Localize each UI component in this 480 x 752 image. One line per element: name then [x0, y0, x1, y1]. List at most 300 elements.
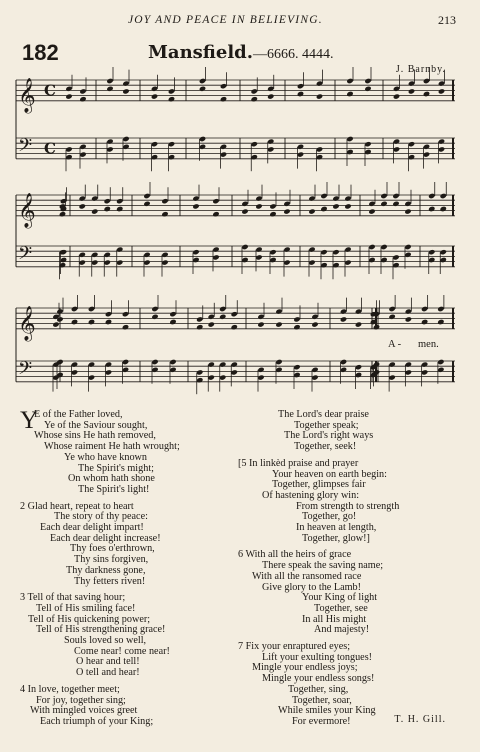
poem-line: 4 In love, together meet; — [20, 683, 120, 695]
note-head — [169, 319, 176, 325]
page-number: 213 — [438, 13, 456, 27]
note-head — [212, 198, 219, 204]
right_column-stanza — [238, 459, 468, 545]
note-head — [106, 138, 113, 144]
note-head — [231, 324, 238, 330]
note-head — [65, 86, 72, 92]
note-head — [438, 88, 445, 94]
note-head — [91, 259, 98, 265]
amen-syllable-a: A - — [388, 339, 402, 350]
poem-line: The Lord's dear praise — [278, 409, 369, 420]
poem-line: There speak the saving name; — [262, 560, 384, 572]
poem-line: [5 In linkèd praise and prayer — [238, 457, 359, 469]
poem-line: Thy foes o'erthrown, — [70, 543, 155, 555]
note-head — [404, 208, 411, 214]
note-head — [122, 359, 129, 365]
note-head — [105, 361, 112, 367]
note-head — [212, 254, 219, 260]
note-head — [428, 249, 435, 255]
poem-line: O tell and hear! — [76, 667, 140, 679]
note-head — [283, 208, 290, 214]
note-head — [275, 308, 282, 314]
note-head — [219, 361, 226, 367]
note-head — [231, 311, 238, 317]
note-head — [257, 374, 264, 380]
note-head — [122, 88, 129, 94]
note-head — [440, 193, 447, 199]
note-head — [151, 86, 158, 92]
poem-left-column — [20, 407, 240, 734]
note-head — [251, 88, 258, 94]
note-head — [196, 377, 203, 383]
note-head — [332, 262, 339, 268]
note-head — [408, 88, 415, 94]
note-head — [340, 359, 347, 365]
note-head — [440, 257, 447, 263]
note-head — [106, 78, 113, 84]
poem-line: Thy sins forgiven, — [74, 554, 149, 566]
note-head — [192, 257, 199, 263]
note-head — [161, 259, 168, 265]
note-head — [380, 193, 387, 199]
note-head — [208, 321, 215, 327]
note-head — [79, 203, 86, 209]
note-head — [122, 324, 129, 330]
poem-line: 2 Glad heart, repeat to heart — [20, 500, 134, 512]
note-head — [71, 369, 78, 375]
note-head — [122, 136, 129, 142]
note-head — [104, 198, 111, 204]
note-head — [196, 324, 203, 330]
note-head — [168, 88, 175, 94]
note-head — [437, 367, 444, 373]
note-head — [380, 244, 387, 250]
note-head — [440, 206, 447, 212]
note-head — [423, 151, 430, 157]
time-signature: C — [44, 139, 56, 158]
note-head — [311, 367, 318, 373]
note-head — [169, 367, 176, 373]
note-head — [408, 80, 415, 86]
note-head — [208, 314, 215, 320]
note-head — [199, 144, 206, 150]
note-head — [220, 83, 227, 89]
note-head — [297, 144, 304, 150]
note-head — [355, 321, 362, 327]
treble-clef: 𝄞 — [18, 77, 36, 113]
poem-line: Your heaven on earth begin: — [272, 468, 387, 480]
note-head — [355, 364, 362, 370]
note-head — [251, 154, 258, 160]
note-head — [283, 201, 290, 207]
note-head — [220, 151, 227, 157]
note-head — [267, 138, 274, 144]
note-head — [71, 361, 78, 367]
composer: J. Barnby. — [395, 64, 446, 75]
note-head — [88, 374, 95, 380]
note-head — [293, 316, 300, 322]
note-head — [52, 321, 59, 327]
note-head — [143, 259, 150, 265]
note-head — [340, 316, 347, 322]
note-head — [405, 361, 412, 367]
amen-syllable-men: men. — [418, 339, 439, 350]
note-head — [421, 369, 428, 375]
note-head — [196, 369, 203, 375]
note-head — [208, 361, 215, 367]
note-head — [437, 306, 444, 312]
note-head — [161, 252, 168, 258]
note-head — [283, 246, 290, 252]
poem-line: Thy darkness gone, — [66, 564, 146, 576]
time-signature: C — [44, 81, 56, 100]
poem-line: O hear and tell! — [76, 656, 140, 668]
note-head — [241, 201, 248, 207]
note-head — [105, 319, 112, 325]
note-head — [392, 193, 399, 199]
note-head — [267, 146, 274, 152]
note-head — [308, 246, 315, 252]
note-head — [344, 246, 351, 252]
note-head — [231, 369, 238, 375]
note-head — [388, 361, 395, 367]
note-head — [438, 138, 445, 144]
note-head — [332, 195, 339, 201]
note-head — [151, 93, 158, 99]
poem-line: The Lord's right ways — [284, 430, 374, 442]
note-head — [88, 361, 95, 367]
note-head — [241, 208, 248, 214]
note-head — [91, 252, 98, 258]
poem-line: Together, sing, — [288, 683, 349, 695]
note-head — [161, 211, 168, 217]
note-head — [79, 195, 86, 201]
note-head — [220, 144, 227, 150]
note-head — [151, 359, 158, 365]
note-head — [404, 244, 411, 250]
note-head — [320, 206, 327, 212]
note-head — [231, 361, 238, 367]
note-head — [275, 321, 282, 327]
poem-line: Each dear delight increase! — [50, 532, 161, 544]
note-head — [388, 374, 395, 380]
note-head — [116, 259, 123, 265]
note-head — [199, 86, 206, 92]
note-head — [421, 361, 428, 367]
note-head — [91, 208, 98, 214]
note-head — [297, 151, 304, 157]
poem-line: Together speak; — [294, 419, 359, 431]
note-head — [393, 86, 400, 92]
note-head — [122, 80, 129, 86]
drop-cap: Y — [20, 407, 39, 434]
note-head — [428, 206, 435, 212]
note-head — [151, 314, 158, 320]
left_column-stanza — [20, 502, 240, 588]
note-head — [438, 146, 445, 152]
note-head — [320, 193, 327, 199]
note-head — [440, 249, 447, 255]
note-head — [59, 262, 66, 268]
note-head — [255, 246, 262, 252]
note-head — [168, 154, 175, 160]
note-head — [437, 359, 444, 365]
note-head — [269, 249, 276, 255]
note-head — [105, 369, 112, 375]
poem-line: Together, soar, — [292, 694, 352, 706]
poem-line: The story of thy peace: — [54, 511, 148, 523]
poem-line: Whose raiment He hath wrought; — [44, 441, 180, 453]
note-head — [316, 146, 323, 152]
poem-line: From strength to strength — [296, 500, 400, 512]
note-head — [297, 91, 304, 97]
note-head — [257, 321, 264, 327]
note-head — [393, 146, 400, 152]
left_column-stanza — [20, 593, 240, 679]
right_column-stanza — [238, 550, 468, 636]
note-head — [65, 146, 72, 152]
note-head — [308, 208, 315, 214]
note-head — [79, 151, 86, 157]
note-head — [297, 83, 304, 89]
poem-line: Your King of light — [302, 592, 378, 604]
note-head — [368, 244, 375, 250]
note-head — [212, 246, 219, 252]
note-head — [344, 203, 351, 209]
hymn-author: T. H. Gill. — [394, 714, 446, 725]
note-head — [437, 319, 444, 325]
note-head — [311, 321, 318, 327]
hymn-number: 182 — [22, 40, 59, 65]
note-head — [116, 246, 123, 252]
note-head — [168, 141, 175, 147]
note-head — [275, 359, 282, 365]
note-head — [340, 308, 347, 314]
bass-clef: 𝄢 — [18, 243, 33, 269]
poem-line: Tell of His smiling face! — [36, 602, 136, 614]
note-head — [143, 252, 150, 258]
note-head — [283, 259, 290, 265]
poem-line: Souls loved so well, — [64, 635, 147, 647]
poem-line: Come near! come near! — [74, 645, 170, 657]
poem-line: Mingle your endless joys; — [252, 662, 358, 674]
note-head — [116, 206, 123, 212]
note-head — [423, 144, 430, 150]
note-head — [332, 249, 339, 255]
note-head — [106, 86, 113, 92]
poem-line: The Spirit's light! — [78, 483, 150, 495]
note-head — [293, 364, 300, 370]
note-head — [79, 252, 86, 258]
note-head — [308, 195, 315, 201]
note-head — [428, 193, 435, 199]
poem-line: Whose sins He hath removed, — [34, 430, 156, 442]
note-head — [219, 314, 226, 320]
note-head — [316, 93, 323, 99]
treble-clef: 𝄞 — [18, 192, 36, 228]
note-head — [143, 201, 150, 207]
poem-line: Ye of the Saviour sought, — [44, 419, 148, 431]
note-head — [122, 144, 129, 150]
poem-line: Tell of His quickening power; — [28, 613, 151, 625]
poem-line: Together, glimpses fair — [272, 479, 366, 491]
note-head — [79, 88, 86, 94]
note-head — [60, 257, 67, 263]
note-head — [275, 367, 282, 373]
note-head — [388, 314, 395, 320]
note-head — [88, 306, 95, 312]
note-head — [346, 149, 353, 155]
note-head — [143, 193, 150, 199]
note-head — [267, 86, 274, 92]
poem-line: With mingled voices greet — [30, 705, 138, 717]
note-head — [269, 203, 276, 209]
note-head — [168, 96, 175, 102]
poem-line: Each triumph of your King; — [40, 715, 154, 727]
left_column-stanza — [20, 407, 240, 496]
poem-line: On whom hath shone — [68, 473, 155, 485]
meter: —6666. 4444. — [253, 47, 334, 62]
poem-line: For joy, together sing; — [36, 694, 126, 706]
note-head — [269, 211, 276, 217]
note-head — [208, 374, 215, 380]
note-head — [192, 203, 199, 209]
note-head — [393, 138, 400, 144]
poem-line: E of the Father loved, — [34, 409, 123, 420]
note-head — [364, 78, 371, 84]
note-head — [393, 93, 400, 99]
note-head — [196, 316, 203, 322]
note-head — [151, 141, 158, 147]
note-head — [368, 257, 375, 263]
note-head — [122, 311, 129, 317]
note-head — [388, 306, 395, 312]
note-head — [212, 211, 219, 217]
note-head — [255, 254, 262, 260]
poem-line: In all His might — [302, 613, 367, 625]
note-head — [269, 257, 276, 263]
poem-line: 3 Tell of that saving hour; — [20, 592, 126, 604]
treble-clef: 𝄞 — [18, 305, 36, 341]
note-head — [423, 78, 430, 84]
note-head — [364, 86, 371, 92]
note-head — [104, 259, 111, 265]
note-head — [340, 367, 347, 373]
note-head — [241, 257, 248, 263]
note-head — [404, 252, 411, 258]
note-head — [116, 198, 123, 204]
poem-line: Of hastening glory win: — [262, 489, 360, 501]
note-head — [392, 201, 399, 207]
note-head — [251, 96, 258, 102]
poem-line: While smiles your King — [278, 705, 376, 717]
note-head — [71, 306, 78, 312]
bass-clef: 𝄢 — [18, 358, 33, 384]
note-head — [169, 311, 176, 317]
note-head — [255, 195, 262, 201]
note-head — [364, 141, 371, 147]
note-head — [79, 144, 86, 150]
poem-line: Lift your exulting tongues! — [262, 651, 373, 663]
note-head — [255, 203, 262, 209]
poem-line: Tell of His strengthening grace! — [36, 624, 166, 636]
note-head — [257, 314, 264, 320]
bass-clef: 𝄢 — [18, 135, 33, 161]
note-head — [438, 80, 445, 86]
poem-line: 6 With all the heirs of grace — [238, 549, 352, 561]
note-head — [293, 372, 300, 378]
note-head — [219, 306, 226, 312]
note-head — [346, 91, 353, 97]
note-head — [380, 201, 387, 207]
poem-line: Mingle your endless songs! — [262, 673, 375, 685]
note-head — [251, 141, 258, 147]
poem-line: Together, seek! — [294, 441, 357, 453]
note-head — [421, 319, 428, 325]
running-title: JOY AND PEACE IN BELIEVING. — [128, 14, 323, 26]
note-head — [408, 154, 415, 160]
note-head — [199, 78, 206, 84]
note-head — [122, 367, 129, 373]
poem-line: Together, go! — [302, 511, 357, 523]
note-head — [59, 211, 66, 217]
poem-line: And majesty! — [314, 624, 370, 636]
note-head — [293, 324, 300, 330]
note-head — [91, 195, 98, 201]
note-head — [161, 198, 168, 204]
note-head — [332, 203, 339, 209]
poem-line: For evermore! — [292, 715, 351, 727]
note-head — [423, 91, 430, 97]
left_column-stanza — [20, 685, 240, 728]
note-head — [105, 311, 112, 317]
note-head — [192, 195, 199, 201]
note-head — [355, 372, 362, 378]
note-head — [65, 154, 72, 160]
note-head — [257, 367, 264, 373]
note-head — [104, 206, 111, 212]
note-head — [79, 259, 86, 265]
note-head — [392, 262, 399, 268]
note-head — [151, 306, 158, 312]
poem-line: Give glory to the Lamb! — [262, 581, 362, 593]
note-head — [104, 252, 111, 258]
note-head — [392, 254, 399, 260]
note-head — [380, 257, 387, 263]
poem-line: 7 Fix your enraptured eyes; — [238, 641, 351, 653]
note-head — [344, 195, 351, 201]
note-head — [316, 80, 323, 86]
poem-line: The Spirit's might; — [78, 462, 154, 474]
note-head — [241, 244, 248, 250]
note-head — [311, 374, 318, 380]
note-head — [169, 359, 176, 365]
note-head — [220, 96, 227, 102]
poem-line: Ye who have known — [64, 451, 148, 463]
note-head — [320, 262, 327, 268]
note-head — [368, 201, 375, 207]
note-head — [88, 319, 95, 325]
note-head — [346, 78, 353, 84]
note-head — [219, 374, 226, 380]
note-head — [267, 93, 274, 99]
note-head — [151, 367, 158, 373]
note-head — [405, 369, 412, 375]
note-head — [405, 308, 412, 314]
poem-right-column — [238, 410, 468, 734]
note-head — [311, 314, 318, 320]
note-head — [344, 259, 351, 265]
